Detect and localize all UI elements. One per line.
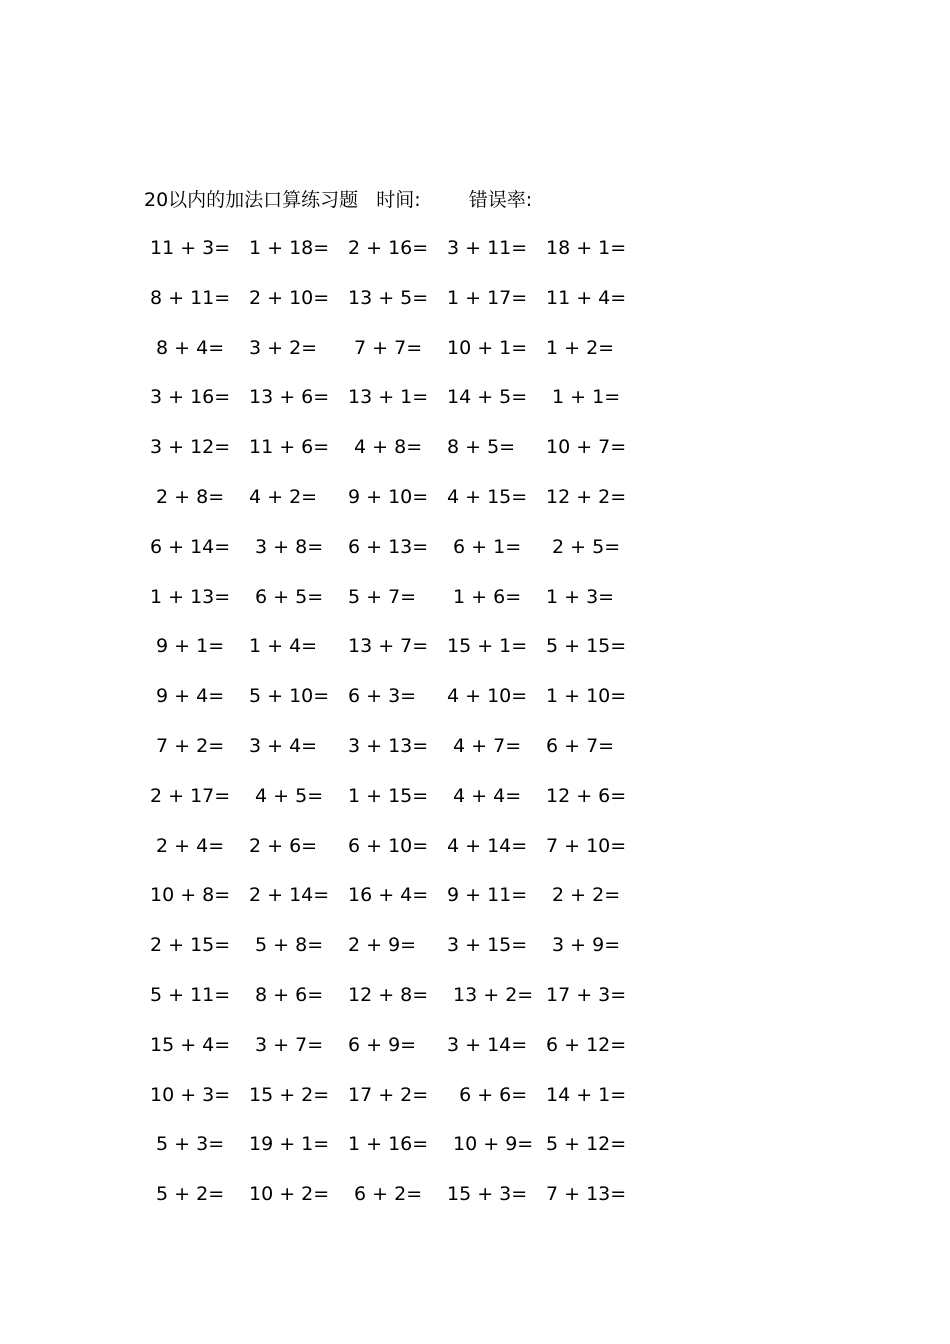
addition-problem: 6 + 13= — [348, 535, 429, 558]
addition-problem: 15 + 4= — [150, 1033, 231, 1056]
addition-problem: 3 + 8= — [249, 535, 324, 558]
addition-problem: 1 + 18= — [249, 237, 330, 259]
addition-problem: 6 + 5= — [249, 585, 324, 608]
addition-problem: 10 + 1= — [447, 336, 528, 359]
problem-row — [150, 533, 650, 583]
addition-problem: 2 + 17= — [150, 784, 231, 807]
addition-problem: 2 + 4= — [150, 834, 225, 857]
addition-problem: 3 + 16= — [150, 386, 231, 409]
addition-problem: 18 + 1= — [546, 237, 627, 259]
addition-problem: 2 + 10= — [249, 286, 330, 309]
problem-row — [150, 583, 650, 633]
addition-problem: 2 + 15= — [150, 934, 231, 957]
problem-row — [150, 483, 650, 533]
addition-problem: 5 + 7= — [348, 585, 417, 608]
addition-problem: 1 + 16= — [348, 1133, 429, 1156]
addition-problem: 14 + 1= — [546, 1083, 627, 1106]
addition-problem: 6 + 12= — [546, 1033, 627, 1056]
problem-row — [150, 1180, 650, 1230]
addition-problem: 9 + 10= — [348, 485, 429, 508]
problem-row — [150, 782, 650, 832]
addition-problem: 3 + 11= — [447, 237, 528, 259]
addition-problem: 5 + 11= — [150, 983, 231, 1006]
addition-problem: 11 + 3= — [150, 237, 231, 259]
addition-problem: 9 + 11= — [447, 884, 528, 907]
addition-problem: 12 + 8= — [348, 983, 429, 1006]
addition-problem: 6 + 7= — [546, 734, 615, 757]
problem-row — [150, 1130, 650, 1180]
addition-problem: 1 + 17= — [447, 286, 528, 309]
addition-problem: 17 + 2= — [348, 1083, 429, 1106]
addition-problem: 2 + 14= — [249, 884, 330, 907]
addition-problem: 11 + 4= — [546, 286, 627, 309]
problem-row — [150, 931, 650, 981]
addition-problem: 16 + 4= — [348, 884, 429, 907]
addition-problem: 7 + 7= — [348, 336, 423, 359]
addition-problem: 4 + 4= — [447, 784, 522, 807]
problem-row — [150, 1081, 650, 1131]
addition-problem: 9 + 4= — [150, 685, 225, 708]
addition-problem: 6 + 9= — [348, 1033, 417, 1056]
problem-row — [150, 284, 650, 334]
problem-row — [150, 981, 650, 1031]
addition-problem: 13 + 6= — [249, 386, 330, 409]
addition-problem: 2 + 6= — [249, 834, 318, 857]
addition-problem: 7 + 13= — [546, 1183, 627, 1206]
problem-row — [150, 832, 650, 882]
addition-problem: 8 + 4= — [150, 336, 225, 359]
addition-problem: 5 + 8= — [249, 934, 324, 957]
addition-problem: 6 + 3= — [348, 685, 417, 708]
addition-problem: 1 + 1= — [546, 386, 621, 409]
addition-problem: 17 + 3= — [546, 983, 627, 1006]
addition-problem: 13 + 7= — [348, 635, 429, 658]
problem-row — [150, 234, 650, 284]
problem-row — [150, 334, 650, 384]
problem-row — [150, 881, 650, 931]
addition-problem: 8 + 11= — [150, 286, 231, 309]
addition-problem: 3 + 2= — [249, 336, 318, 359]
addition-problem: 15 + 2= — [249, 1083, 330, 1106]
addition-problem: 3 + 9= — [546, 934, 621, 957]
error-rate-label: 错误率: — [468, 189, 533, 211]
problem-grid — [150, 234, 650, 1230]
addition-problem: 1 + 15= — [348, 784, 429, 807]
addition-problem: 1 + 13= — [150, 585, 231, 608]
addition-problem: 3 + 4= — [249, 734, 318, 757]
addition-problem: 1 + 3= — [546, 585, 615, 608]
addition-problem: 6 + 10= — [348, 834, 429, 857]
addition-problem: 1 + 6= — [447, 585, 522, 608]
addition-problem: 5 + 2= — [150, 1183, 225, 1206]
addition-problem: 1 + 2= — [546, 336, 615, 359]
addition-problem: 5 + 10= — [249, 685, 330, 708]
addition-problem: 11 + 6= — [249, 436, 330, 459]
addition-problem: 13 + 1= — [348, 386, 429, 409]
addition-problem: 1 + 4= — [249, 635, 318, 658]
addition-problem: 2 + 8= — [150, 485, 225, 508]
addition-problem: 8 + 6= — [249, 983, 324, 1006]
problem-row — [150, 383, 650, 433]
worksheet-header — [144, 186, 532, 214]
problem-row — [150, 732, 650, 782]
worksheet-title: 20以内的加法口算练习题 — [144, 189, 359, 211]
addition-problem: 10 + 2= — [249, 1183, 330, 1206]
problem-row — [150, 682, 650, 732]
problem-row — [150, 1031, 650, 1081]
addition-problem: 9 + 1= — [150, 635, 225, 658]
addition-problem: 2 + 2= — [546, 884, 621, 907]
time-label: 时间: — [376, 189, 421, 211]
addition-problem: 4 + 8= — [348, 436, 423, 459]
addition-problem: 10 + 3= — [150, 1083, 231, 1106]
addition-problem: 4 + 7= — [447, 734, 522, 757]
addition-problem: 2 + 16= — [348, 237, 429, 259]
addition-problem: 5 + 12= — [546, 1133, 627, 1156]
addition-problem: 3 + 7= — [249, 1033, 324, 1056]
addition-problem: 7 + 2= — [150, 734, 225, 757]
addition-problem: 12 + 6= — [546, 784, 627, 807]
addition-problem: 6 + 2= — [348, 1183, 423, 1206]
addition-problem: 15 + 1= — [447, 635, 528, 658]
addition-problem: 3 + 13= — [348, 734, 429, 757]
addition-problem: 8 + 5= — [447, 436, 516, 459]
addition-problem: 4 + 14= — [447, 834, 528, 857]
addition-problem: 3 + 14= — [447, 1033, 528, 1056]
addition-problem: 4 + 10= — [447, 685, 528, 708]
addition-problem: 1 + 10= — [546, 685, 627, 708]
addition-problem: 4 + 5= — [249, 784, 324, 807]
addition-problem: 19 + 1= — [249, 1133, 330, 1156]
addition-problem: 13 + 5= — [348, 286, 429, 309]
problem-row — [150, 632, 650, 682]
addition-problem: 3 + 12= — [150, 436, 231, 459]
addition-problem: 10 + 9= — [447, 1133, 534, 1156]
addition-problem: 6 + 6= — [447, 1083, 528, 1106]
addition-problem: 15 + 3= — [447, 1183, 528, 1206]
addition-problem: 14 + 5= — [447, 386, 528, 409]
addition-problem: 6 + 1= — [447, 535, 522, 558]
addition-problem: 2 + 9= — [348, 934, 417, 957]
addition-problem: 5 + 15= — [546, 635, 627, 658]
addition-problem: 10 + 7= — [546, 436, 627, 459]
addition-problem: 7 + 10= — [546, 834, 627, 857]
addition-problem: 12 + 2= — [546, 485, 627, 508]
addition-problem: 4 + 2= — [249, 485, 318, 508]
addition-problem: 3 + 15= — [447, 934, 528, 957]
problem-row — [150, 433, 650, 483]
addition-problem: 6 + 14= — [150, 535, 231, 558]
addition-problem: 2 + 5= — [546, 535, 621, 558]
addition-problem: 5 + 3= — [150, 1133, 225, 1156]
addition-problem: 4 + 15= — [447, 485, 528, 508]
addition-problem: 13 + 2= — [447, 983, 534, 1006]
addition-problem: 10 + 8= — [150, 884, 231, 907]
